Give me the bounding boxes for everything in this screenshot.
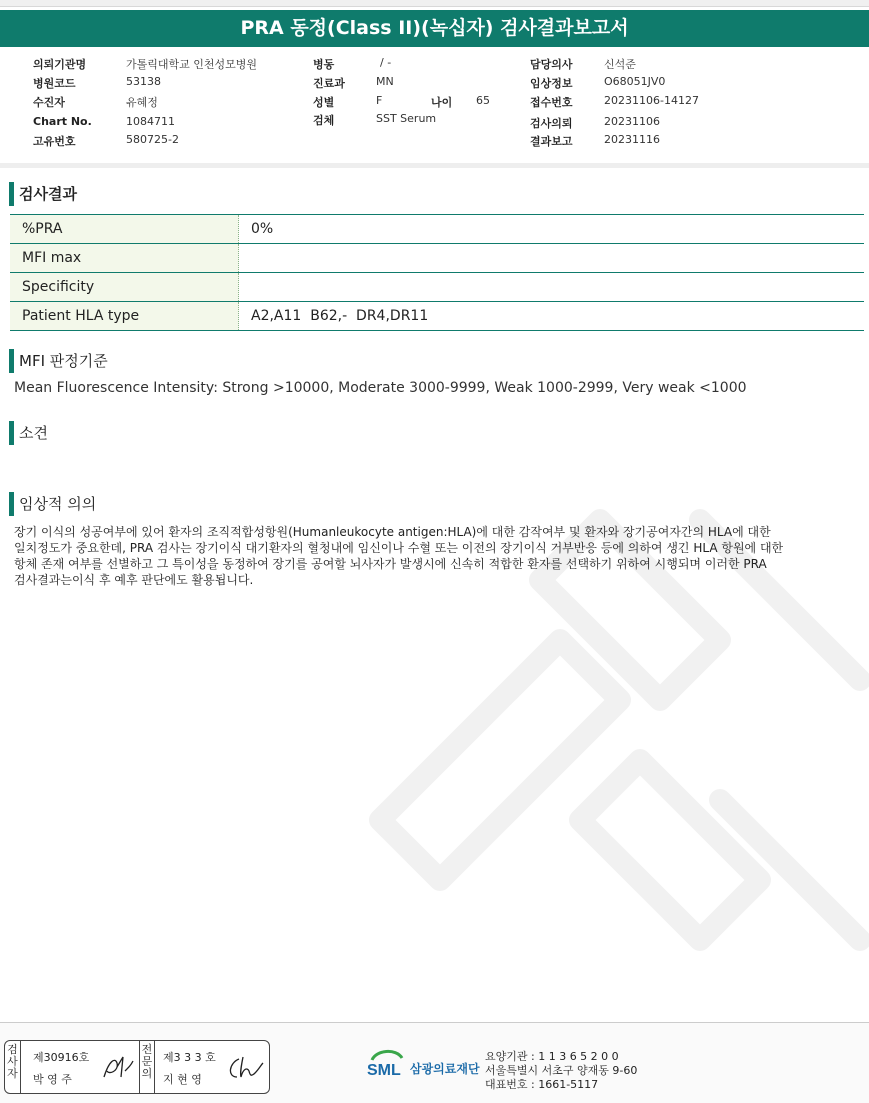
clinical-info-value: O68051JV0 bbox=[604, 75, 666, 88]
hospital-code-value: 53138 bbox=[126, 75, 161, 88]
mfi-criteria-text: Mean Fluorescence Intensity: Strong >10000, Moderate 3000-9999, Weak 1000-2999, Very weak <1000 bbox=[14, 380, 747, 396]
tester-name: 박 영 주 bbox=[33, 1073, 72, 1086]
sml-logo-icon bbox=[366, 1046, 406, 1086]
table-row bbox=[10, 302, 864, 331]
mfi-max-value bbox=[239, 244, 865, 273]
age-label: 나이 bbox=[431, 96, 453, 109]
reviewer-license-number: 제3 3 3 호 bbox=[163, 1051, 216, 1064]
report-title: PRA 동정(Class II)(녹십자) 검사결과보고서 bbox=[0, 10, 869, 47]
hospital-code-label: 병원코드 bbox=[33, 77, 76, 90]
specimen-label: 검체 bbox=[313, 114, 335, 127]
table-row bbox=[10, 215, 864, 244]
report-date-label: 결과보고 bbox=[530, 135, 573, 148]
specificity-key: Specificity bbox=[10, 273, 239, 302]
results-heading-text: 검사결과 bbox=[19, 185, 77, 203]
tester-license-number: 제30916호 bbox=[33, 1051, 90, 1064]
hla-type-key: Patient HLA type bbox=[10, 302, 239, 331]
request-date-label: 검사의뢰 bbox=[530, 117, 573, 130]
reviewer-label bbox=[139, 1041, 155, 1093]
reviewer-name: 지 현 영 bbox=[163, 1073, 202, 1086]
reviewer-label-char: 의 bbox=[141, 1067, 153, 1080]
ward-label: 병동 bbox=[313, 58, 335, 71]
clinical-significance-heading-text: 임상적 의의 bbox=[19, 495, 97, 513]
tester-label-char: 자 bbox=[7, 1067, 18, 1080]
reviewer-label-char: 문 bbox=[141, 1055, 153, 1068]
clinical-line: 항체 존재 여부를 선별하고 그 특이성을 동정하여 장기를 공여할 뇌사자가 발생시에 신속히 적합한 환자를 선택하기 위하여 시행되며 이러한 PRA bbox=[14, 557, 767, 571]
unique-no-label: 고유번호 bbox=[33, 135, 76, 148]
receipt-no-value: 20231106-14127 bbox=[604, 94, 699, 107]
table-row bbox=[10, 273, 864, 302]
institution-label: 의뢰기관명 bbox=[33, 58, 87, 71]
ward-value: / - bbox=[380, 56, 392, 69]
signature-box bbox=[4, 1040, 270, 1094]
sml-logo-text: SML bbox=[367, 1062, 401, 1079]
tester-label-char: 사 bbox=[7, 1055, 18, 1068]
doctor-label: 담당의사 bbox=[530, 58, 573, 71]
pra-key: %PRA bbox=[10, 215, 239, 244]
clinical-significance-text bbox=[14, 524, 854, 588]
patient-info-block bbox=[0, 56, 869, 156]
request-date-value: 20231106 bbox=[604, 115, 660, 128]
receipt-no-label: 접수번호 bbox=[530, 96, 573, 109]
reviewer-label-char: 전 bbox=[141, 1043, 153, 1056]
chart-no-value: 1084711 bbox=[126, 115, 175, 128]
clinical-info-label: 임상정보 bbox=[530, 77, 573, 90]
sex-label: 성별 bbox=[313, 96, 335, 109]
table-row bbox=[10, 244, 864, 273]
specificity-value bbox=[239, 273, 865, 302]
clinical-line: 검사결과는이식 후 예후 판단에도 활용됩니다. bbox=[14, 573, 254, 587]
organization-phone: 대표번호 : 1661-5117 bbox=[485, 1078, 599, 1091]
dept-label: 진료과 bbox=[313, 77, 345, 90]
patient-label: 수진자 bbox=[33, 96, 65, 109]
tester-label-char: 검 bbox=[7, 1043, 18, 1056]
organization-address: 서울특별시 서초구 양재동 9-60 bbox=[485, 1064, 638, 1077]
age-value: 65 bbox=[476, 94, 490, 107]
unique-no-value: 580725-2 bbox=[126, 133, 179, 146]
tester-signature bbox=[101, 1053, 135, 1083]
patient-value: 유혜정 bbox=[126, 96, 158, 109]
opinion-heading-text: 소견 bbox=[19, 424, 48, 442]
institution-value: 가톨릭대학교 인천성모병원 bbox=[126, 58, 258, 71]
mfi-max-key: MFI max bbox=[10, 244, 239, 273]
report-date-value: 20231116 bbox=[604, 133, 660, 146]
mfi-criteria-heading-text: MFI 판정기준 bbox=[19, 352, 108, 370]
tester-label bbox=[5, 1041, 21, 1093]
clinical-line: 일치정도가 중요한데, PRA 검사는 장기이식 대기환자의 혈청내에 임신이나 수혈 또는 이전의 장기이식 거부반응 등에 의하여 생긴 HLA 항원에 대한 bbox=[14, 541, 784, 555]
results-table bbox=[10, 214, 864, 331]
clinical-line: 장기 이식의 성공여부에 있어 환자의 조직적합성항원(Humanleukocyte antigen:HLA)에 대한 감작여부 및 환자와 장기공여자간의 HLA에 대한 bbox=[14, 525, 771, 539]
heading-bar bbox=[9, 349, 14, 373]
specimen-value: SST Serum bbox=[376, 112, 437, 125]
dept-value: MN bbox=[376, 75, 394, 88]
chart-no-label: Chart No. bbox=[33, 115, 92, 128]
pra-value: 0% bbox=[239, 215, 865, 244]
heading-bar bbox=[9, 421, 14, 445]
doctor-value: 신석준 bbox=[604, 58, 636, 71]
heading-bar bbox=[9, 492, 14, 516]
heading-bar bbox=[9, 182, 14, 206]
organization-name: 삼광의료재단 bbox=[410, 1062, 480, 1076]
info-separator bbox=[0, 163, 869, 168]
top-border bbox=[0, 0, 869, 7]
sex-value: F bbox=[376, 94, 383, 107]
institution-number: 요양기관 : 1 1 3 6 5 2 0 0 bbox=[485, 1050, 619, 1063]
hla-type-value: A2,A11 B62,- DR4,DR11 bbox=[239, 302, 865, 331]
reviewer-signature bbox=[225, 1053, 265, 1083]
